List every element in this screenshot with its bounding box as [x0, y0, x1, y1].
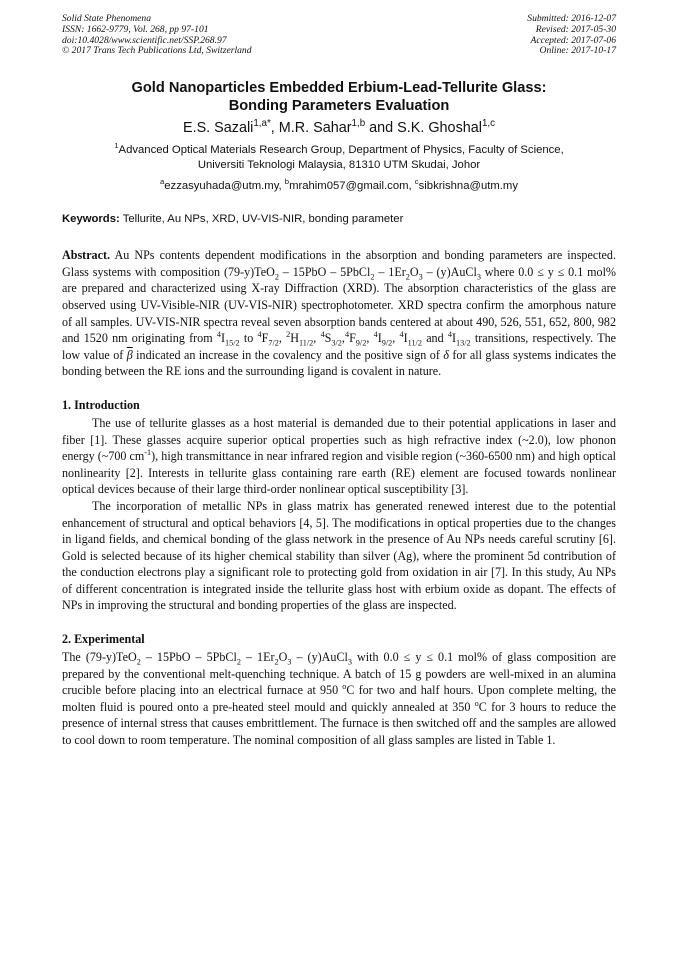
affiliation-mark: 1 [114, 141, 119, 151]
intro-paragraph-2: The incorporation of metallic NPs in glass matrix has generated renewed interest due to the potential enhancement of structural and optical behaviors [4, 5]. The modifications in optical properties due to the changes in ligand fields, and chemical bonding of the glass network in the presence of Au NPs needs careful scrutiny [6]. Gold is selected because of its higher chemical stability than silver (Ag), where the prominent 5d contribution of the conduction electrons play a significant role to protecting gold from oxidation in air [7]. In this study, Au NPs of different concentration is integrated inside the tellurite glass host with erbium oxide as dopant. The effects of NPs in improving the structural and bonding properties of the glass are inspected. [62, 498, 616, 613]
dates-info [527, 14, 616, 57]
author-name: M.R. Sahar [278, 120, 352, 137]
section-heading-experimental: 2. Experimental [62, 632, 145, 647]
section-heading-introduction: 1. Introduction [62, 397, 140, 412]
email-link[interactable]: sibkrishna@utm.my [418, 180, 518, 193]
author-conjunction: and [365, 120, 398, 137]
term-symbol: F [261, 331, 269, 346]
journal-header [62, 14, 616, 57]
title-line-1: Gold Nanoparticles Embedded Erbium-Lead-Tellurite Glass: [131, 80, 547, 97]
experimental-paragraph: The (79-y)TeO$_2$ – 15PbO – 5PbCl$_2$ – $1Er_2O_3$ – (y)AuCl$_3$ with 0.0 ≤ y ≤ 0.1 mol% of glass composition are prepared by the conventional melt-quenching technique. A batch of 15 g powders are well-mixed in an alumina crucible before placing into an electrical furnace at 950 $^o$C for two and half hours. Upon complete melting, the molten fluid is poured onto a pre-heated steel mould and quickly annealed at 350 $^o$C for 3 hours to reduce the presence of internal stress that causes embrittlement. The furnace is then switched off and the samples are allowed to cool down to room temperature. The nominal composition of all glass samples are listed in Table 1. [62, 650, 616, 748]
term-symbol: F [349, 331, 356, 346]
doi: doi:10.4028/www.scientific.net/SSP.268.97 [62, 34, 227, 46]
term-symbol: S [324, 331, 332, 346]
submitted-date: Submitted: 2016-12-07 [527, 13, 616, 24]
author-list [62, 119, 616, 137]
term-symbol: I [220, 331, 225, 346]
term-symbol: I [452, 331, 457, 346]
issn: ISSN: 1662-9779, Vol. 268, pp 97-101 [62, 23, 209, 35]
affiliation [62, 143, 616, 173]
author-name: E.S. Sazali [182, 120, 254, 137]
author-separator: , [270, 120, 279, 137]
online-date: Online: 2017-10-17 [539, 45, 616, 57]
author-affiliation-mark: 1,b [351, 118, 366, 130]
email-mark: b [284, 177, 290, 187]
email-mark: c [414, 177, 419, 187]
affiliation-line-2: Universiti Teknologi Malaysia, 81310 UTM Skudai, Johor [197, 159, 481, 172]
journal-info [62, 14, 252, 57]
degree-mark: o [342, 682, 347, 692]
term-symbol: I [403, 331, 408, 346]
term-symbol: H [290, 331, 299, 346]
email-mark: a [159, 177, 165, 187]
beta-symbol: $\overline{\beta}$ [126, 347, 133, 362]
term-symbol: I [377, 331, 382, 346]
email-link[interactable]: ezzasyuhada@utm.my [164, 180, 279, 193]
keywords-text: Tellurite, Au NPs, XRD, UV-VIS-NIR, bonding parameter [119, 213, 404, 226]
keywords [62, 212, 616, 227]
affiliation-line-1: Advanced Optical Materials Research Group, Department of Physics, Faculty of Science, [118, 144, 564, 157]
author-emails: $^a$ezzasyuhada@utm.my, $^b$mrahim057@gmail.com, $^c$sibkrishna@utm.my [159, 177, 518, 193]
email-link[interactable]: mrahim057@gmail.com [289, 180, 409, 193]
abstract: Abstract. Au NPs contents dependent modifications in the absorption and bonding parameters are inspected. Glass systems with composition (79-y)TeO$_2$ – 15PbO – 5PbCl$_2$ – $1Er_2O_3$ – (y)AuCl$_3$ where 0.0 ≤ y ≤ 0.1 mol% are prepared and characterized using X-ray Diffraction (XRD). The absorption characteristics of the glass are observed using UV-Visible-NIR (UV-VIS-NIR) spectrophotometer. XRD spectra confirm the amorphous nature of all samples. UV-VIS-NIR spectra reveal seven absorption bands centered at about 490, 526, 551, 652, 800, 982 and 1520 nm originating from $^4I_{15/2}$ to $^4F_{7/2}$, $^2H_{11/2}$, $^4S_{3/2},^4F_{9/2}$, $^4I_{9/2}$, $^4I_{11/2}$ and $^4I_{13/2}$ transitions, respectively. The low value of $\overline{\beta}$ indicated an increase in the covalency and the positive sign of δ for all glass systems indicates the bonding between the RE ions and the surrounding ligand is covalent in nature. [62, 248, 617, 379]
intro-paragraph-1: The use of tellurite glasses as a host material is demanded due to their potential applications in laser and fiber [1]. These glasses acquire superior optical properties such as high refractive index (~2.0), low phonon energy (~700 $cm^{-1}$), high transmittance in near infrared region and visible region (~360-6500 nm) and high optical nonlinearity [2]. Interests in tellurite glass containing rare earth (RE) element are focused towards nonlinear optical devices because of their large third-order nonlinear optical susceptibility [3]. [62, 415, 616, 497]
copyright: © 2017 Trans Tech Publications Ltd, Switzerland [62, 45, 252, 57]
author-name: S.K. Ghoshal [397, 120, 482, 137]
degree-mark: o [474, 698, 479, 708]
author-affiliation-mark: 1,c [481, 118, 496, 130]
delta-symbol: δ [443, 347, 449, 362]
abstract-label: Abstract. [62, 248, 111, 263]
accepted-date: Accepted: 2017-07-06 [530, 34, 616, 46]
title-line-2: Bonding Parameters Evaluation [228, 98, 450, 115]
revised-date: Revised: 2017-05-30 [535, 23, 616, 35]
journal-name: Solid State Phenomena [62, 13, 151, 24]
author-affiliation-mark: 1,a* [253, 118, 271, 130]
paper-title [62, 79, 616, 115]
keywords-label: Keywords: [62, 213, 120, 226]
